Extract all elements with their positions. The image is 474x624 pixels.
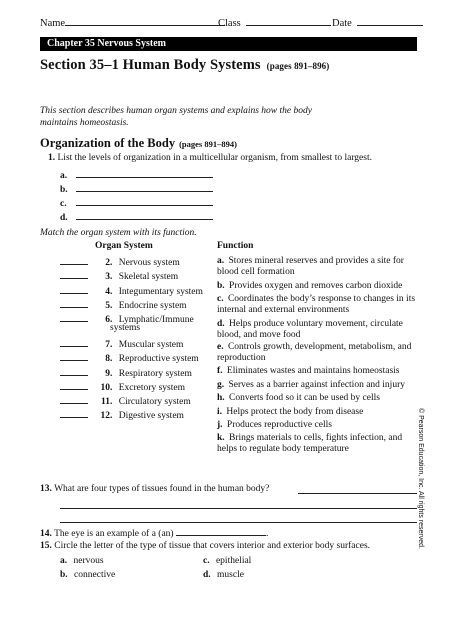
function-letter: f. [217,366,223,376]
name-field [40,15,225,29]
match-input-5[interactable] [60,299,88,308]
system-row-8 [60,352,199,365]
system-name: Muscular system [118,340,184,350]
level-label: b. [60,185,68,195]
level-row-c [60,195,213,210]
class-input[interactable] [246,15,331,26]
option-letter: c. [203,556,210,566]
system-name: Circulatory system [118,397,191,407]
system-row-6-cont [110,323,140,334]
section-title [40,57,329,74]
function-text: Helps protect the body from disease [226,407,364,417]
function-g [217,380,419,391]
answer-line-13-b[interactable] [60,508,417,509]
function-text: Controls growth, development, metabolism, and reproduction [217,342,412,363]
option-c[interactable] [203,556,251,567]
level-row-a [60,167,213,182]
system-row-7 [60,338,183,351]
answer-input-14[interactable] [176,527,266,536]
question-1-text: List the levels of organization in a multicellular organism, from smallest to largest. [57,153,372,163]
date-field [332,15,423,29]
function-text: Converts food so it can be used by cells [229,393,380,403]
level-label: a. [60,171,68,181]
question-13-text: What are four types of tissues found in the human body? [54,484,270,494]
system-row-9 [60,367,192,380]
system-number: 4. [105,287,113,297]
function-i [217,407,419,418]
function-text: Serves as a barrier against infection and injury [228,380,405,390]
system-name: Reproductive system [118,354,199,364]
question-14-end: . [265,529,269,539]
system-row-5 [60,299,187,312]
copyright-notice: © Pearson Education, Inc. All rights reserved. [417,408,424,549]
question-15 [40,541,370,552]
system-number: 10. [100,383,113,393]
match-input-10[interactable] [60,381,88,390]
function-d [217,319,419,340]
section-title-text: Section 35–1 Human Body Systems [40,57,261,73]
system-name: Respiratory system [118,369,192,379]
option-text: nervous [73,556,104,566]
option-text: muscle [217,570,244,580]
question-13-number: 13. [40,484,52,494]
function-letter: h. [217,393,225,403]
match-instruction: Match the organ system with its function. [40,228,197,238]
system-name-cont: systems [110,323,141,333]
system-number: 5. [105,301,113,311]
system-row-11 [60,395,191,408]
function-letter: d. [217,319,225,329]
function-j [217,420,419,431]
system-row-10 [60,381,185,394]
system-number: 8. [105,354,113,364]
level-input-d[interactable] [76,209,213,220]
name-label: Name [40,18,66,29]
function-letter: a. [217,256,225,266]
function-h [217,393,419,404]
function-letter: g. [217,380,225,390]
level-row-d [60,209,213,224]
system-row-2 [60,256,180,269]
system-name: Skeletal system [118,272,179,282]
organization-heading-text: Organization of the Body [40,136,176,150]
option-letter: b. [60,570,68,580]
system-name: Nervous system [118,258,180,268]
level-label: d. [60,213,68,223]
system-name: Endocrine system [118,301,187,311]
class-label: Class [218,18,241,29]
answer-line-13-c[interactable] [60,522,417,523]
option-d[interactable] [203,570,244,581]
answer-line-13-a[interactable] [298,493,417,494]
system-number: 6. [105,315,113,325]
function-a [217,256,419,277]
option-b[interactable] [60,570,115,581]
level-input-a[interactable] [76,167,213,178]
function-c [217,294,419,315]
function-text: Coordinates the body’s response to changes in its internal and external environments [217,294,416,315]
option-a[interactable] [60,556,104,567]
match-input-12[interactable] [60,409,88,418]
organization-heading [40,136,237,151]
function-text: Eliminates wastes and maintains homeostasis [226,366,400,376]
chapter-bar [40,37,417,51]
function-letter: c. [217,294,224,304]
system-name: Digestive system [118,411,184,421]
intro-text: This section describes human organ systems and explains how the body maintains homeostasis. [40,106,312,128]
class-field [218,15,331,29]
function-f [217,366,419,377]
option-letter: a. [60,556,68,566]
question-15-text: Circle the letter of the type of tissue that covers interior and exterior body surfaces. [54,541,371,551]
match-input-4[interactable] [60,285,88,294]
function-letter: e. [217,342,224,352]
system-name: Lymphatic/Immune [118,315,194,325]
level-input-b[interactable] [76,181,213,192]
col-header-organ-system: Organ System [95,241,153,251]
system-name: Excretory system [118,383,185,393]
system-number: 3. [105,272,113,282]
function-text: Provides oxygen and removes carbon dioxide [229,281,403,291]
question-14-text: The eye is an example of a (an) [54,529,174,539]
system-row-12 [60,409,184,422]
match-input-2[interactable] [60,256,88,265]
date-label: Date [332,18,352,29]
system-number: 11. [101,397,113,407]
system-name: Integumentary system [118,287,203,297]
system-number: 2. [105,258,113,268]
level-input-c[interactable] [76,195,213,206]
option-text: connective [74,570,116,580]
function-letter: b. [217,281,225,291]
function-letter: i. [217,407,223,417]
chapter-title: Chapter 35 Nervous System [47,38,166,49]
function-text: Brings materials to cells, fights infection, and helps to regulate body temperature [217,433,403,454]
section-pages: (pages 891–896) [266,61,330,71]
name-input[interactable] [65,15,225,26]
question-15-number: 15. [40,541,52,551]
level-label: c. [60,199,67,209]
function-b [217,281,419,292]
question-1-number: 1. [48,153,56,163]
system-number: 9. [105,369,113,379]
match-input-8[interactable] [60,352,88,361]
function-text: Stores mineral reserves and provides a site for blood cell formation [217,256,404,277]
question-14-number: 14. [40,529,52,539]
match-input-11[interactable] [60,395,88,404]
option-text: epithelial [215,556,252,566]
system-row-3 [60,270,178,283]
match-input-7[interactable] [60,338,88,347]
function-letter: j. [217,420,223,430]
function-letter: k. [217,433,225,443]
question-14 [40,527,268,540]
system-number: 12. [100,411,113,421]
level-row-b [60,181,213,196]
col-header-function: Function [217,241,254,251]
question-13 [40,484,269,495]
question-1 [48,153,372,164]
system-number: 7. [105,340,113,350]
match-input-6[interactable] [60,313,88,322]
function-text: Helps produce voluntary movement, circulate blood, and move food [217,319,403,340]
function-k [217,433,419,454]
function-text: Produces reproductive cells [226,420,332,430]
option-letter: d. [203,570,211,580]
match-input-9[interactable] [60,367,88,376]
system-row-4 [60,285,203,298]
match-input-3[interactable] [60,270,88,279]
organization-pages: (pages 891–894) [179,139,237,149]
function-e [217,342,419,363]
date-input[interactable] [357,15,423,26]
